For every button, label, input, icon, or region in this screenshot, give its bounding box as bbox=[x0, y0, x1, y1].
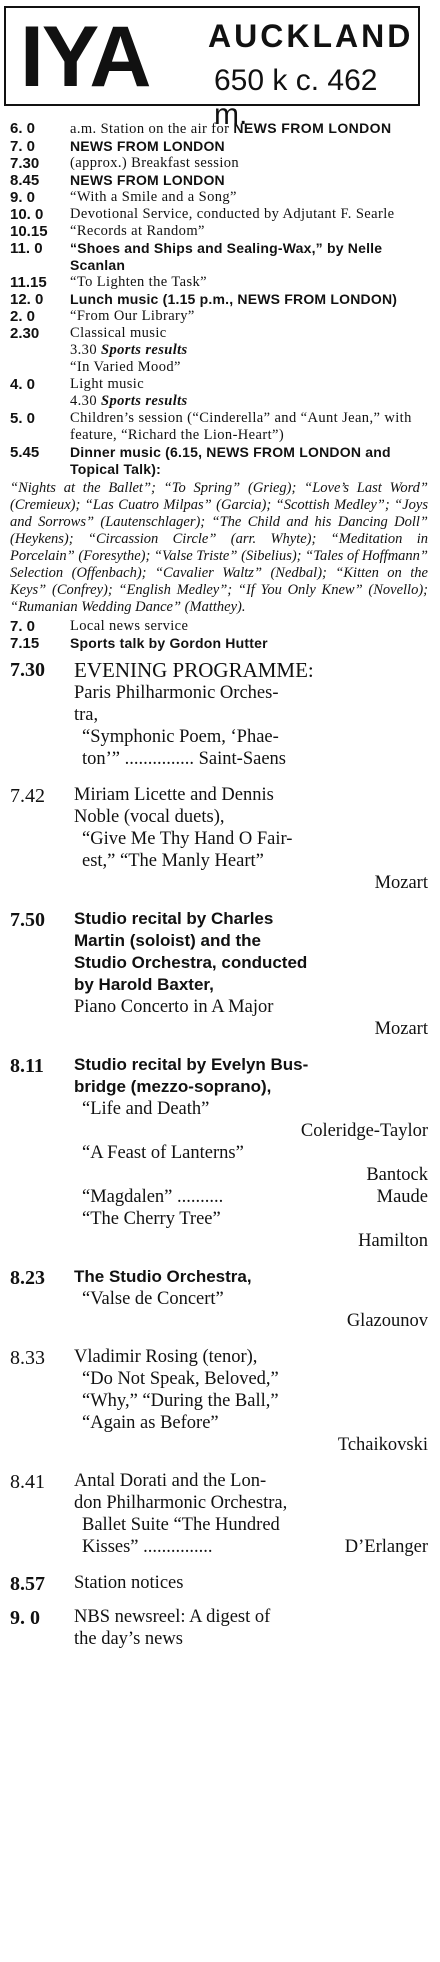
item-line: Vladimir Rosing (tenor), bbox=[74, 1347, 258, 1367]
station-logo: IYA bbox=[20, 9, 150, 105]
composer: Maude bbox=[376, 1187, 428, 1207]
item-time: 11. 0 bbox=[10, 240, 43, 257]
item-time: 7.15 bbox=[10, 635, 40, 652]
schedule-item bbox=[10, 1266, 428, 1332]
item-text: (approx.) Breakfast session bbox=[70, 155, 240, 171]
composer: Tchaikovski bbox=[337, 1435, 428, 1455]
schedule-item bbox=[10, 908, 428, 1040]
station-city: AUCKLAND bbox=[208, 18, 414, 54]
item-line: ton’” ............... Saint-Saens bbox=[82, 749, 286, 769]
item-line: NBS newsreel: A digest of bbox=[74, 1607, 271, 1627]
work-title: “Do Not Speak, Beloved,” bbox=[82, 1369, 279, 1389]
item-line: the day’s news bbox=[74, 1629, 183, 1649]
composer: Mozart bbox=[374, 1019, 428, 1039]
schedule-item bbox=[10, 410, 428, 444]
item-line: bridge (mezzo-soprano), bbox=[74, 1077, 272, 1096]
schedule-item bbox=[10, 784, 428, 894]
work-title: “Life and Death” bbox=[82, 1099, 210, 1119]
item-time: 8.11 bbox=[10, 1055, 44, 1077]
item-text: “To Lighten the Task” bbox=[70, 274, 207, 290]
item-time: 7.30 bbox=[10, 659, 45, 681]
work-title: Kisses” ............... bbox=[82, 1537, 213, 1557]
item-line: “Give Me Thy Hand O Fair- bbox=[82, 829, 293, 849]
sub-text: Sports results bbox=[101, 393, 188, 409]
item-line: Antal Dorati and the Lon- bbox=[74, 1471, 267, 1491]
item-time: 7.30 bbox=[10, 155, 40, 172]
item-text: Light music bbox=[70, 376, 145, 392]
schedule-item bbox=[10, 618, 428, 635]
item-line: Studio recital by Charles bbox=[74, 909, 274, 928]
station-frequency: 650 k c. 462 m. bbox=[214, 64, 378, 131]
item-line: “Symphonic Poem, ‘Phae- bbox=[82, 727, 279, 747]
item-line: Ballet Suite “The Hundred bbox=[82, 1515, 280, 1535]
schedule-item bbox=[10, 308, 428, 325]
work-title: “The Cherry Tree” bbox=[82, 1209, 221, 1229]
item-line: tra, bbox=[74, 705, 99, 725]
composer: Bantock bbox=[366, 1165, 428, 1185]
item-text: Devotional Service, conducted by Adjutant F. Searle bbox=[70, 206, 395, 222]
item-text: “Records at Random” bbox=[70, 223, 205, 239]
item-line: Station notices bbox=[74, 1573, 184, 1593]
sub-item bbox=[70, 342, 428, 359]
schedule-item bbox=[10, 274, 428, 291]
schedule-item bbox=[10, 172, 428, 189]
item-time: 9. 0 bbox=[10, 189, 36, 206]
item-time: 8.33 bbox=[10, 1347, 45, 1369]
item-time: 11.15 bbox=[10, 274, 47, 291]
item-text: “Shoes and Ships and Sealing-Wax,” by Nelle Scanlan bbox=[70, 240, 383, 273]
schedule-item bbox=[10, 1572, 428, 1596]
schedule-item bbox=[10, 376, 428, 410]
schedule-item bbox=[10, 120, 428, 138]
item-line: by Harold Baxter, bbox=[74, 975, 214, 994]
item-time: 8.57 bbox=[10, 1573, 45, 1595]
schedule-item bbox=[10, 325, 428, 376]
item-line: don Philharmonic Orchestra, bbox=[74, 1493, 288, 1513]
schedule-item bbox=[10, 635, 428, 652]
schedule-item bbox=[10, 138, 428, 155]
schedule-item bbox=[10, 223, 428, 240]
work-title: “Magdalen” .......... bbox=[82, 1187, 224, 1207]
schedule-item bbox=[10, 155, 428, 172]
item-text: NEWS FROM LONDON bbox=[70, 172, 225, 188]
item-time: 10.15 bbox=[10, 223, 48, 240]
item-time: 9. 0 bbox=[10, 1607, 40, 1629]
item-time: 5. 0 bbox=[10, 410, 36, 427]
item-time: 8.23 bbox=[10, 1267, 45, 1289]
sub-text: Sports results bbox=[101, 342, 188, 358]
item-time: 10. 0 bbox=[10, 206, 44, 223]
item-line: Paris Philharmonic Orches- bbox=[74, 683, 279, 703]
item-time: 7. 0 bbox=[10, 138, 36, 155]
item-time: 12. 0 bbox=[10, 291, 44, 308]
sub-item: “In Varied Mood” bbox=[70, 359, 181, 375]
work-title: “Valse de Concert” bbox=[82, 1289, 224, 1309]
item-line: Noble (vocal duets), bbox=[74, 807, 225, 827]
item-text: Dinner music (6.15, NEWS FROM LONDON and Topical Talk): bbox=[70, 444, 391, 477]
composer: Mozart bbox=[374, 873, 428, 893]
evening-heading: EVENING PROGRAMME: bbox=[74, 658, 314, 682]
schedule-item bbox=[10, 1054, 428, 1252]
schedule-item bbox=[10, 658, 428, 770]
schedule-item bbox=[10, 189, 428, 206]
item-time: 5.45 bbox=[10, 444, 40, 461]
item-text: Classical music bbox=[70, 325, 167, 341]
dinner-music-list: “Nights at the Ballet”; “To Spring” (Grieg); “Love’s Last Word” (Cremieux); “Las Cuatro Milpas” (Garcia); “Scottish Medley”; “Joys and Sorrows” (Lautenschlager); “The Child and his Dancing Doll” (Heykens); “Circassion Circle” (arr. Whyte); “Meditation in Porcelain” (Foresythe); “Valse Triste” (Sibelius); “Tales of Hoffmann” Selection (Offenbach); “Cavalier Waltz” (Nedbal); “Kitten on the Keys” (Confrey); “English Medley”; “If You Only Knew” (Novello); “Rumanian Wedding Dance” (Matthey). bbox=[10, 480, 428, 615]
item-line: The Studio Orchestra, bbox=[74, 1267, 252, 1286]
work-title: “A Feast of Lanterns” bbox=[82, 1143, 244, 1163]
item-time: 8.45 bbox=[10, 172, 40, 189]
sub-item bbox=[70, 393, 428, 410]
item-time: 7. 0 bbox=[10, 618, 36, 635]
item-line: Studio Orchestra, conducted bbox=[74, 953, 308, 972]
item-time: 4. 0 bbox=[10, 376, 36, 393]
item-text: Local news service bbox=[70, 618, 189, 634]
item-time: 2.30 bbox=[10, 325, 40, 342]
item-line: Studio recital by Evelyn Bus- bbox=[74, 1055, 309, 1074]
item-time: 7.42 bbox=[10, 785, 45, 807]
item-line: Martin (soloist) and the bbox=[74, 931, 261, 950]
sub-time: 3.30 bbox=[70, 342, 97, 358]
composer: D’Erlanger bbox=[344, 1537, 428, 1557]
item-text: “With a Smile and a Song” bbox=[70, 189, 237, 205]
item-line: est,” “The Manly Heart” bbox=[82, 851, 264, 871]
schedule-item bbox=[10, 1470, 428, 1558]
item-time: 2. 0 bbox=[10, 308, 36, 325]
work-title: “Again as Before” bbox=[82, 1413, 219, 1433]
schedule-item bbox=[10, 240, 428, 274]
item-text: NEWS FROM LONDON bbox=[70, 138, 225, 154]
sub-time: 4.30 bbox=[70, 393, 97, 409]
item-text: Children’s session (“Cinderella” and “Aunt Jean,” with feature, “Richard the Lion-Heart”) bbox=[70, 410, 412, 443]
schedule-item bbox=[10, 1606, 428, 1650]
composer: Hamilton bbox=[358, 1231, 428, 1251]
composer: Glazounov bbox=[346, 1311, 428, 1331]
schedule-item bbox=[10, 1346, 428, 1456]
schedule-item bbox=[10, 444, 428, 478]
composer: Coleridge-Taylor bbox=[300, 1121, 428, 1141]
item-time: 8.41 bbox=[10, 1471, 45, 1493]
item-text: a.m. Station on the air for bbox=[70, 121, 234, 137]
work-title: “Why,” “During the Ball,” bbox=[82, 1391, 279, 1411]
schedule-item bbox=[10, 206, 428, 223]
item-line: Piano Concerto in A Major bbox=[74, 997, 274, 1017]
item-time: 7.50 bbox=[10, 909, 45, 931]
item-text: Sports talk by Gordon Hutter bbox=[70, 635, 268, 651]
item-text: Lunch music (1.15 p.m., NEWS FROM LONDON) bbox=[70, 291, 398, 307]
schedule bbox=[10, 120, 428, 1650]
item-text-bold: NEWS FROM LONDON bbox=[233, 120, 392, 136]
item-line: Miriam Licette and Dennis bbox=[74, 785, 274, 805]
schedule-item bbox=[10, 291, 428, 308]
item-text: “From Our Library” bbox=[70, 308, 195, 324]
item-time: 6. 0 bbox=[10, 120, 36, 137]
